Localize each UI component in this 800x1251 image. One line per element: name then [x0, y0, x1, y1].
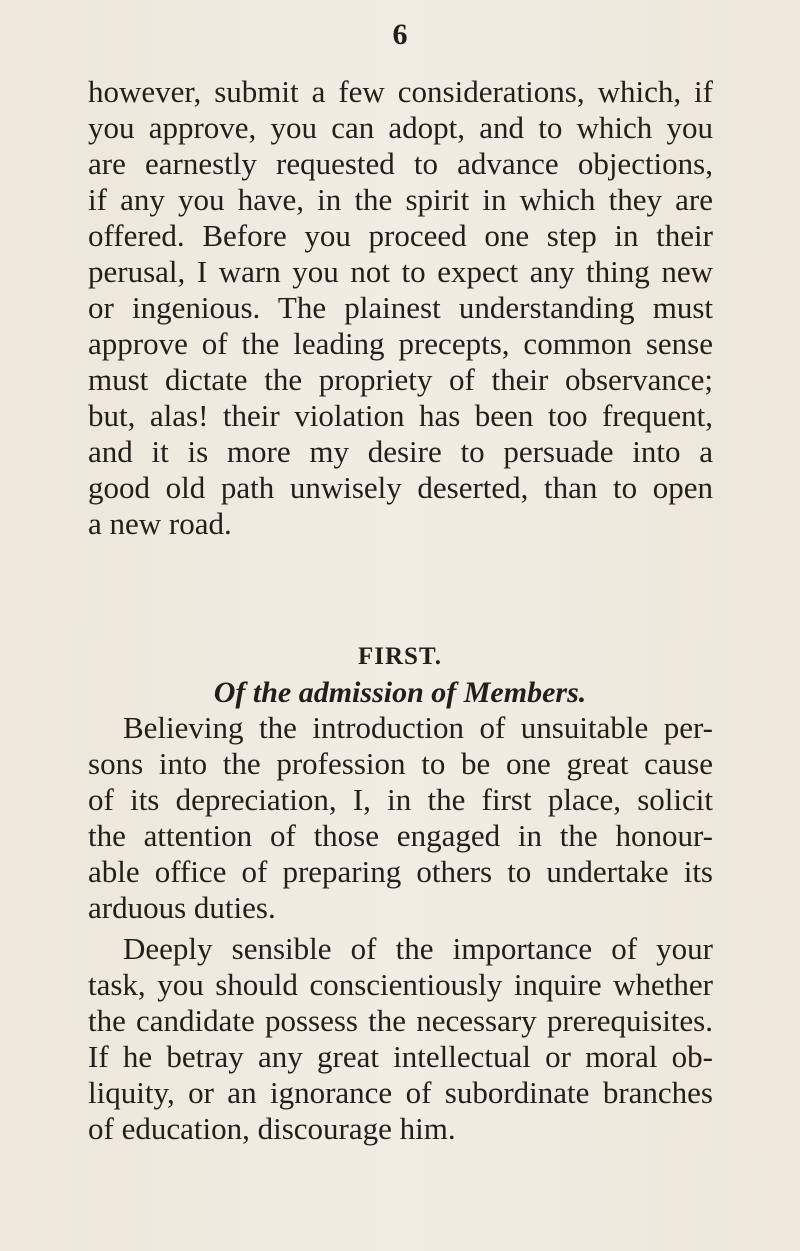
page-number: 6	[392, 18, 408, 51]
paragraph-candidate	[88, 931, 713, 1147]
text-line: and it is more my desire to persuade into a	[88, 434, 713, 469]
text-line: if any you have, in the spirit in which they are	[88, 182, 713, 217]
text-line: the attention of those engaged in the honour-	[88, 818, 713, 853]
text-line: of education, discourage him.	[88, 1111, 456, 1146]
paragraph-admission	[88, 710, 713, 926]
text-line: are earnestly requested to advance objections,	[88, 146, 713, 181]
text-line: Deeply sensible of the importance of your	[123, 931, 713, 966]
text-line: good old path unwisely deserted, than to open	[88, 470, 713, 505]
text-line: or ingenious. The plainest understanding must	[88, 290, 713, 325]
text-line: task, you should conscientiously inquire whether	[88, 967, 713, 1002]
text-line: approve of the leading precepts, common sense	[88, 326, 713, 361]
text-line: the candidate possess the necessary prerequisites.	[88, 1003, 713, 1038]
text-line: but, alas! their violation has been too frequent,	[88, 398, 713, 433]
text-line: of its depreciation, I, in the first place, solicit	[88, 782, 713, 817]
text-line: however, submit a few considerations, which, if	[88, 74, 713, 109]
text-line: Believing the introduction of unsuitable per-	[123, 710, 713, 745]
text-line: offered. Before you proceed one step in their	[88, 218, 713, 253]
text-line: sons into the profession to be one great cause	[88, 746, 713, 781]
text-line: If he betray any great intellectual or moral ob-	[88, 1039, 713, 1074]
text-line: must dictate the propriety of their observance;	[88, 362, 713, 397]
text-line: arduous duties.	[88, 890, 276, 925]
section-heading: FIRST.	[357, 643, 443, 670]
text-line: liquity, or an ignorance of subordinate branches	[88, 1075, 713, 1110]
text-line: perusal, I warn you not to expect any thing new	[88, 254, 713, 289]
text-line: a new road.	[88, 506, 232, 541]
text-line: you approve, you can adopt, and to which you	[88, 110, 713, 145]
paragraph-continuation	[88, 74, 713, 542]
text-line: able office of preparing others to undertake its	[88, 854, 713, 889]
section-subheading: Of the admission of Members.	[213, 676, 587, 709]
